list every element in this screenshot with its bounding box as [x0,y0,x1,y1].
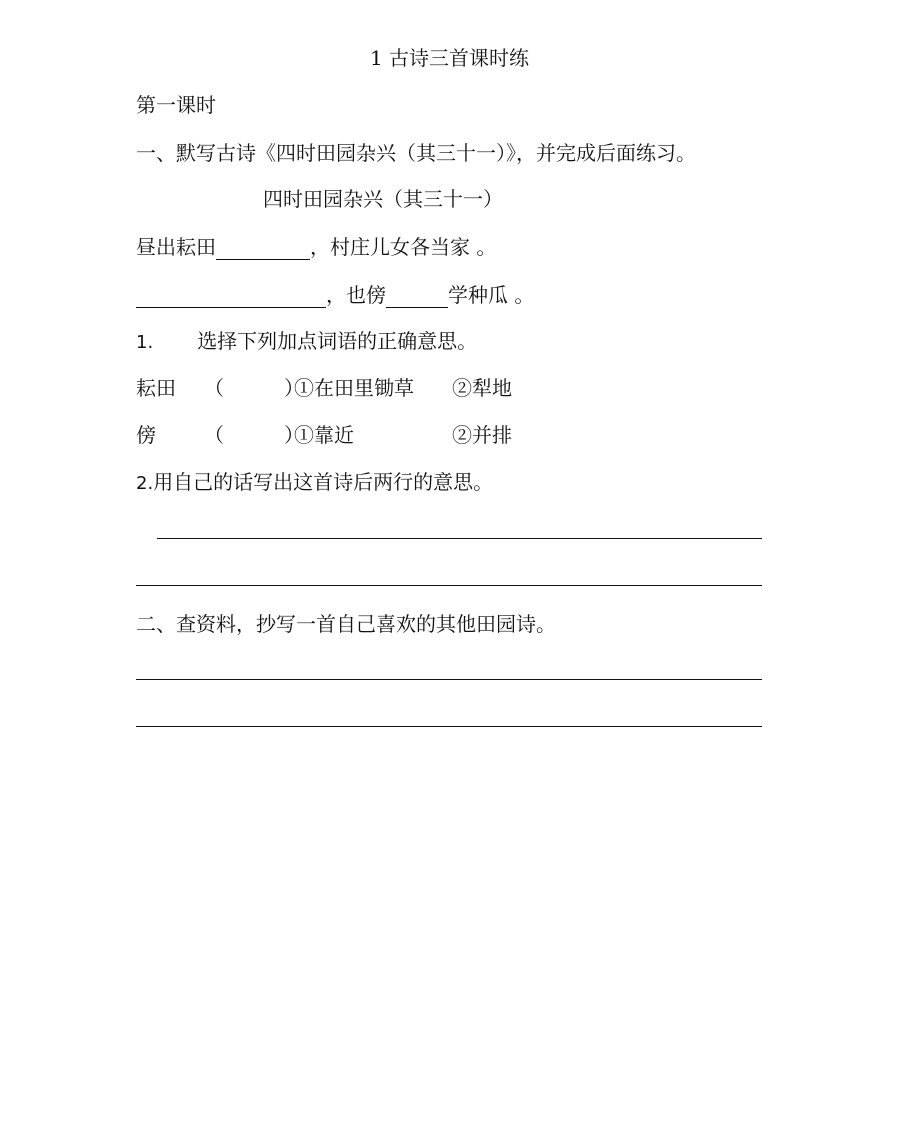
lesson-label-text: 第一课时 [136,93,216,117]
answer-line-2[interactable] [136,585,762,586]
question-1-text: 选择下列加点词语的正确意思。 [197,329,478,353]
choice-1-option-2: ②犁地 [452,376,512,400]
section1-heading-text: 一、默写古诗《四时田园杂兴（其三十一）》，并完成后面练习。 [136,141,696,165]
choice-2-option-2: ②并排 [452,423,512,447]
question-1-number: 1. [136,332,154,353]
poem-line-1 [136,234,496,260]
choice-1-option-1: ①在田里锄草 [294,376,414,400]
question-1 [136,328,477,356]
poem-title [263,186,503,212]
question-2-text: 用自己的话写出这首诗后两行的意思。 [153,470,494,494]
section2-heading-text: 二、查资料，抄写一首自己喜欢的其他田园诗。 [136,612,556,636]
answer-line-1[interactable] [157,538,762,539]
page-title [0,45,899,71]
section2-heading [136,611,556,637]
poem-line-2-mid: ，也傍 [326,283,386,307]
question-2 [136,469,493,497]
lesson-label [136,92,216,118]
choice-2-option-1: ①靠近 [294,423,354,447]
choice-paren-2[interactable]: （ ） [204,423,304,447]
choice-word-2: 傍 [136,423,156,447]
page-title-text: 1 古诗三首课时练 [369,46,530,70]
answer-line-3[interactable] [136,679,762,680]
choice-row-2 [136,422,512,448]
poem-blank-2[interactable] [136,285,326,308]
poem-blank-3[interactable] [386,285,448,308]
poem-title-text: 四时田园杂兴（其三十一） [263,187,503,211]
question-2-number: 2. [136,473,154,494]
answer-line-4[interactable] [136,726,762,727]
poem-line-2-end: 学种瓜 。 [448,283,535,307]
poem-line-1-start: 昼出耘田 [136,235,216,259]
choice-word-1: 耘田 [136,376,176,400]
poem-line-1-end: ，村庄儿女各当家 。 [310,235,497,259]
choice-paren-1[interactable]: （ ） [204,376,304,400]
poem-line-2 [136,282,534,308]
poem-blank-1[interactable] [216,237,310,260]
section1-heading [136,140,696,166]
choice-row-1 [136,375,512,401]
